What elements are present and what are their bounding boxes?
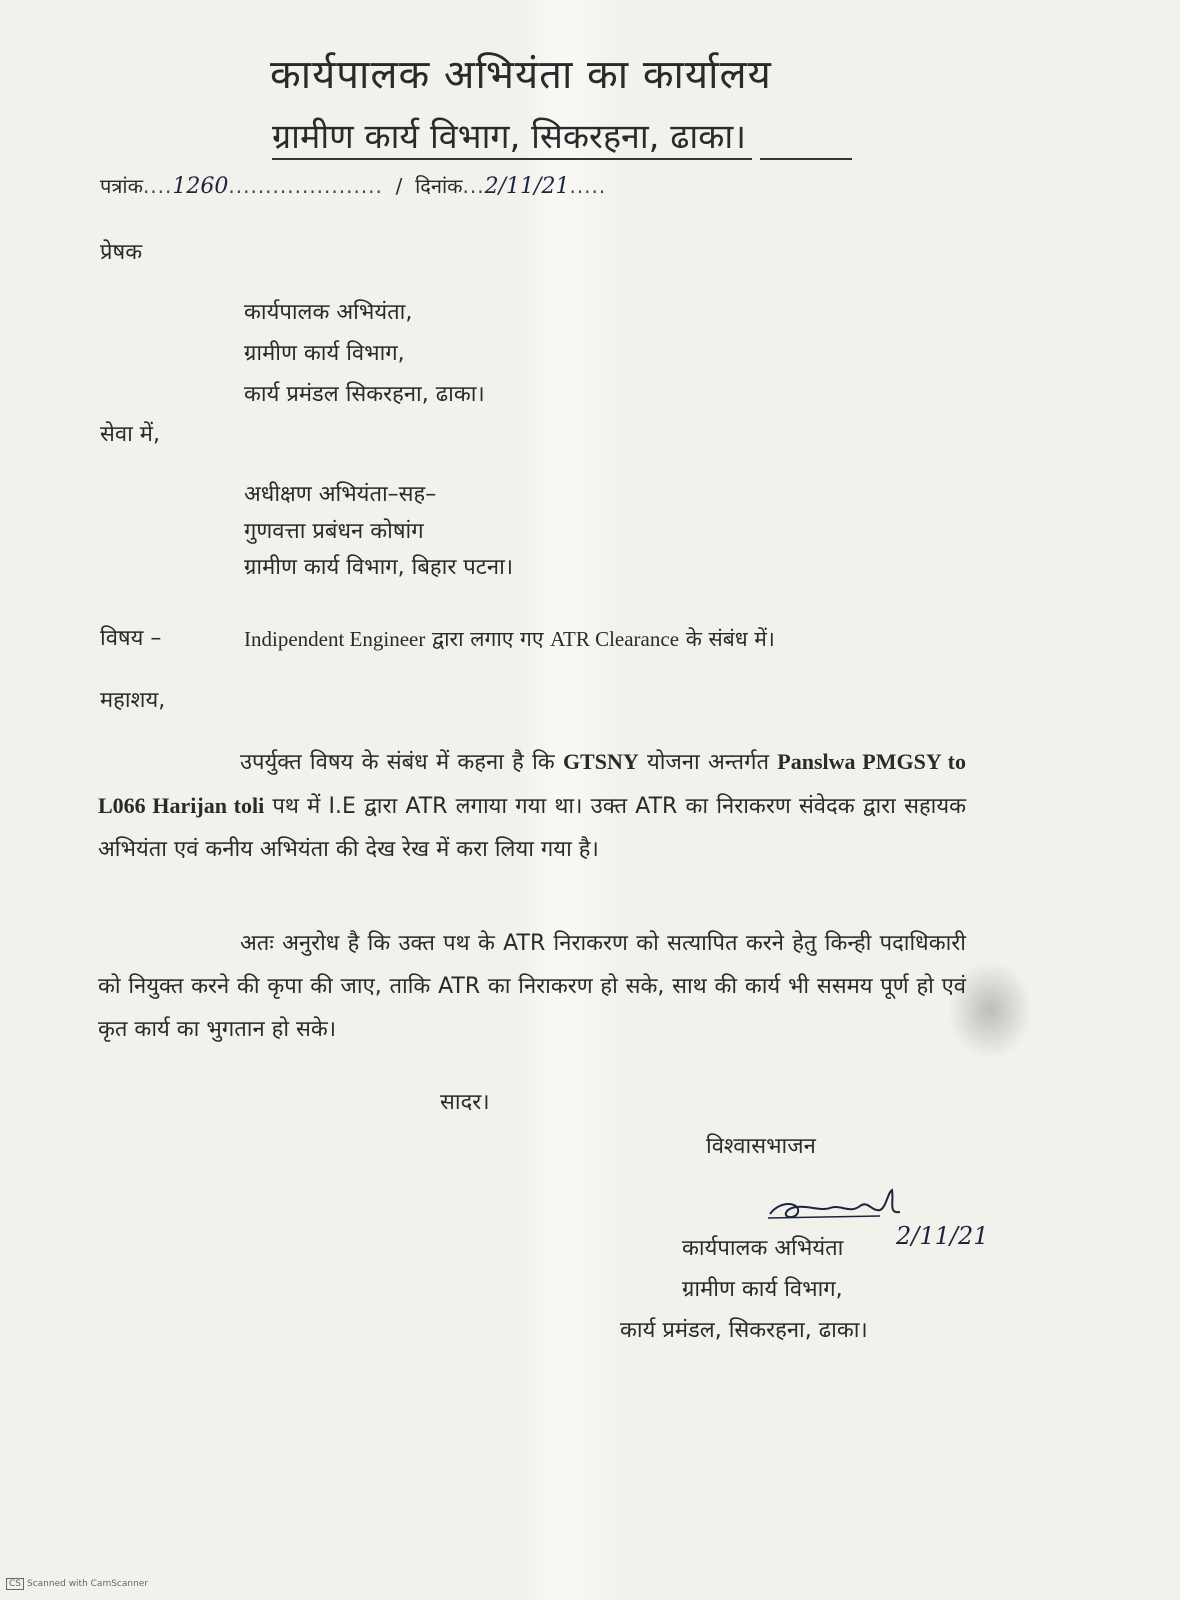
closing-regards: सादर।	[440, 1090, 490, 1115]
signature-mark	[760, 1182, 910, 1232]
reference-separator: /	[395, 174, 403, 198]
letter-no-value: 1260	[172, 174, 229, 199]
recipient-line-3: ग्रामीण कार्य विभाग, बिहार पटना।	[244, 555, 514, 580]
sender-line-2: ग्रामीण कार्य विभाग,	[244, 341, 405, 366]
para1-part-1: उपर्युक्त विषय के संबंध में कहना है कि	[240, 750, 563, 775]
subject-part-4: के संबंध में।	[679, 627, 775, 651]
date-value: 2/11/21	[484, 174, 570, 199]
signatory-line-2: ग्रामीण कार्य विभाग,	[682, 1277, 843, 1302]
department-line: ग्रामीण कार्य विभाग, सिकरहना, ढाका।	[272, 117, 747, 157]
date-label: दिनांक	[415, 174, 463, 198]
para1-scheme: GTSNY	[562, 749, 639, 774]
scanner-text: Scanned with CamScanner	[27, 1579, 149, 1589]
sender-label: प्रेषक	[100, 240, 143, 265]
para1-road-name: Panslwa PMGSY to L066 Harijan toli	[98, 749, 966, 818]
subject-text	[244, 625, 775, 653]
header-underline-short	[760, 158, 852, 160]
sender-line-3: कार्य प्रमंडल सिकरहना, ढाका।	[244, 382, 485, 407]
header-underline	[272, 158, 752, 160]
sender-line-1: कार्यपालक अभियंता,	[244, 300, 413, 325]
subject-part-1: Indipendent Engineer	[244, 627, 426, 651]
recipient-line-1: अधीक्षण अभियंता–सह–	[244, 482, 437, 507]
para1-part-2: योजना अन्तर्गत	[638, 750, 778, 775]
recipient-line-2: गुणवत्ता प्रबंधन कोषांग	[244, 519, 424, 544]
office-title: कार्यपालक अभियंता का कार्यालय	[270, 52, 772, 98]
signatory-line-1: कार्यपालक अभियंता	[682, 1236, 844, 1261]
para1-part-3: पथ में I.E द्वारा ATR लगाया गया था। उक्त ATR का निराकरण संवेदक द्वारा सहायक अभियंता एवं कनीय अभियंता की देख रेख में करा लिया गया है।	[98, 794, 966, 862]
signature-date: 2/11/21	[896, 1222, 989, 1250]
signatory-line-3: कार्य प्रमंडल, सिकरहना, ढाका।	[620, 1318, 868, 1343]
reference-line: पत्रांक....1260..................... / दिनांक...2/11/21.....	[100, 174, 607, 199]
subject-part-2: द्वारा लगाए गए	[425, 627, 551, 651]
recipient-label: सेवा में,	[100, 422, 160, 447]
scanner-badge: CS	[6, 1578, 24, 1590]
body-paragraph-1	[98, 740, 966, 871]
letter-no-label: पत्रांक	[100, 174, 143, 198]
salutation: महाशय,	[100, 688, 166, 713]
scanner-watermark	[6, 1578, 148, 1590]
body-paragraph-2: अतः अनुरोध है कि उक्त पथ के ATR निराकरण को सत्यापित करने हेतु किन्ही पदाधिकारी को नियुक्त करने की कृपा की जाए, ताकि ATR का निराकरण हो सके, साथ की कार्य भी ससमय पूर्ण हो एवं कृत कार्य का भुगतान हो सके।	[98, 931, 966, 1042]
subject-label: विषय –	[100, 626, 162, 651]
subject-part-3: ATR Clearance	[550, 627, 680, 651]
yours-faithfully: विश्वासभाजन	[706, 1134, 816, 1159]
